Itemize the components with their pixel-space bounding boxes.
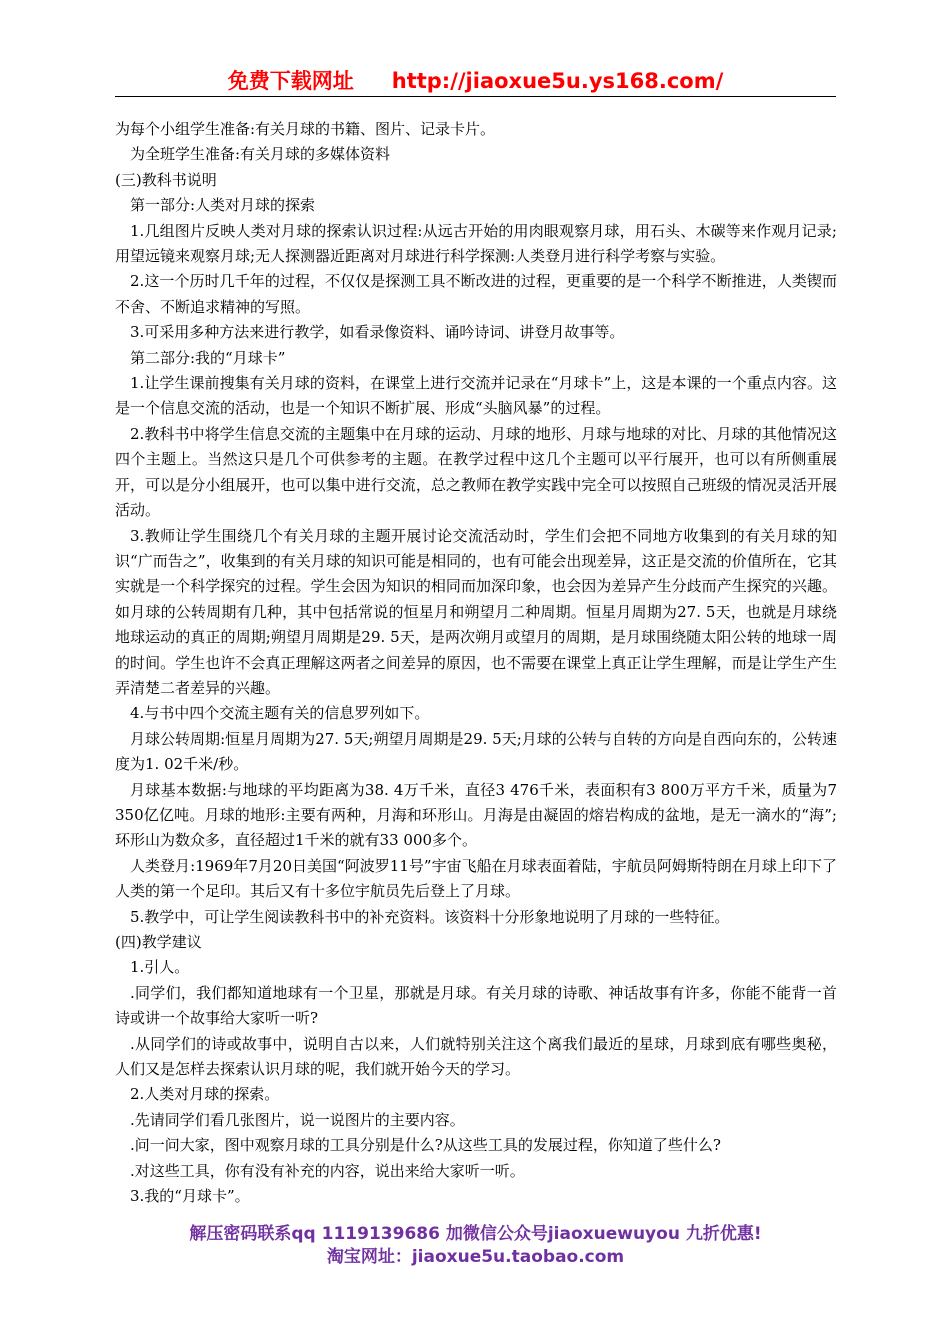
paragraph: 2.教科书中将学生信息交流的主题集中在月球的运动、月球的地形、月球与地球的对比、月球的其他情况这四个主题上。当然这只是几个可供参考的主题。在教学过程中这几个主题可以平行展开，也可以有所侧重展开，可以是分小组展开，也可以集中进行交流，总之教师在教学实践中完全可以按照自己班级的情况灵活开展活动。 (115, 424, 837, 520)
document-body (115, 117, 837, 1209)
header-divider (115, 96, 836, 97)
header-banner (115, 66, 836, 96)
header-url-link[interactable]: http://jiaoxue5u.ys168.com/ (391, 69, 724, 93)
paragraph: .同学们，我们都知道地球有一个卫星，那就是月球。有关月球的诗歌、神话故事有许多，你能不能背一首诗或讲一个故事给大家听一听? (115, 983, 837, 1028)
paragraph: 3.我的“月球卡”。 (130, 1187, 250, 1206)
paragraph: 月球基本数据:与地球的平均距离为38. 4万千米，直径3 476千米，表面积有3 800万平方千米，质量为7 350亿亿吨。月球的地形:主要有两种，月海和环形山。月海是由凝固的熔岩构成的盆地，是无一滴水的“海”;环形山为数众多，直径超过1千米的就有33 000多个。 (115, 780, 837, 850)
paragraph: 2.人类对月球的探索。 (130, 1085, 280, 1104)
paragraph: 月球公转周期:恒星月周期为27. 5天;朔望月周期是29. 5天;月球的公转与自转的方向是自西向东的，公转速度为1. 02千米/秒。 (115, 729, 837, 774)
paragraph: 第一部分:人类对月球的探索 (130, 196, 316, 215)
paragraph: .问一问大家，图中观察月球的工具分别是什么?从这些工具的发展过程，你知道了些什么? (130, 1136, 721, 1155)
paragraph: .从同学们的诗或故事中，说明自古以来，人们就特别关注这个离我们最近的星球，月球到底有哪些奥秘，人们又是怎样去探索认识月球的呢，我们就开始今天的学习。 (115, 1034, 837, 1079)
paragraph: 4.与书中四个交流主题有关的信息罗列如下。 (130, 704, 430, 723)
header-label: 免费下载网址 (227, 69, 354, 93)
paragraph: 5.教学中，可让学生阅读教科书中的补充资料。该资料十分形象地说明了月球的一些特征。 (130, 907, 730, 926)
paragraph: 为每个小组学生准备:有关月球的书籍、图片、记录卡片。 (115, 120, 496, 138)
paragraph: 3.可采用多种方法来进行教学，如看录像资料、诵吟诗词、讲登月故事等。 (130, 323, 625, 342)
paragraph: (三)教科书说明 (115, 170, 217, 189)
paragraph: 人类登月:1969年7月20日美国“阿波罗11号”宇宙飞船在月球表面着陆，宇航员阿姆斯特朗在月球上印下了人类的第一个足印。其后又有十多位宇航员先后登上了月球。 (115, 856, 837, 901)
footer-contact-line: 解压密码联系qq 1119139686 加微信公众号jiaoxuewuyou 九折优惠! (189, 1224, 762, 1244)
footer-shop-link[interactable]: 淘宝网址：jiaoxue5u.taobao.com (326, 1247, 625, 1267)
paragraph: 1.几组图片反映人类对月球的探索认识过程:从远古开始的用肉眼观察月球，用石头、木碳等来作观月记录;用望远镜来观察月球;无人探测器近距离对月球进行科学探测:人类登月进行科学考察与实验。 (115, 221, 837, 266)
paragraph: 1.引人。 (130, 958, 190, 977)
paragraph: 第二部分:我的“月球卡” (130, 348, 286, 367)
paragraph: .先请同学们看几张图片，说一说图片的主要内容。 (130, 1110, 465, 1129)
paragraph: 1.让学生课前搜集有关月球的资料，在课堂上进行交流并记录在“月球卡”上，这是本课的一个重点内容。这是一个信息交流的活动，也是一个知识不断扩展、形成“头脑风暴”的过程。 (115, 374, 837, 418)
paragraph: (四)教学建议 (115, 933, 202, 951)
paragraph: 2.这一个历时几千年的过程，不仅仅是探测工具不断改进的过程，更重要的是一个科学不断推进，人类锲而不舍、不断追求精神的写照。 (115, 272, 837, 316)
paragraph: .对这些工具，你有没有补充的内容，说出来给大家听一听。 (130, 1161, 525, 1180)
paragraph: 3.教师让学生围绕几个有关月球的主题开展讨论交流活动时，学生们会把不同地方收集到的有关月球的知识“广而告之”，收集到的有关月球的知识可能是相同的，也有可能会出现差异，这正是交流的价值所在，它其实就是一个科学探究的过程。学生会因为知识的相同而加深印象，也会因为差异产生分歧而产生探究的兴趣。如月球的公转周期有几种，其中包括常说的恒星月和朔望月二种周期。恒星月周期为27. 5天，也就是月球绕地球运动的真正的周期;朔望月周期是29. 5天，是两次朔月或望月的周期，是月球围绕随太阳公转的地球一周的时间。学生也许不会真正理解这两者之间差异的原因，也不需要在课堂上真正让学生理解，而是让学生产生弄清楚二者差异的兴趣。 (115, 526, 837, 697)
paragraph: 为全班学生准备:有关月球的多媒体资料 (130, 145, 391, 164)
